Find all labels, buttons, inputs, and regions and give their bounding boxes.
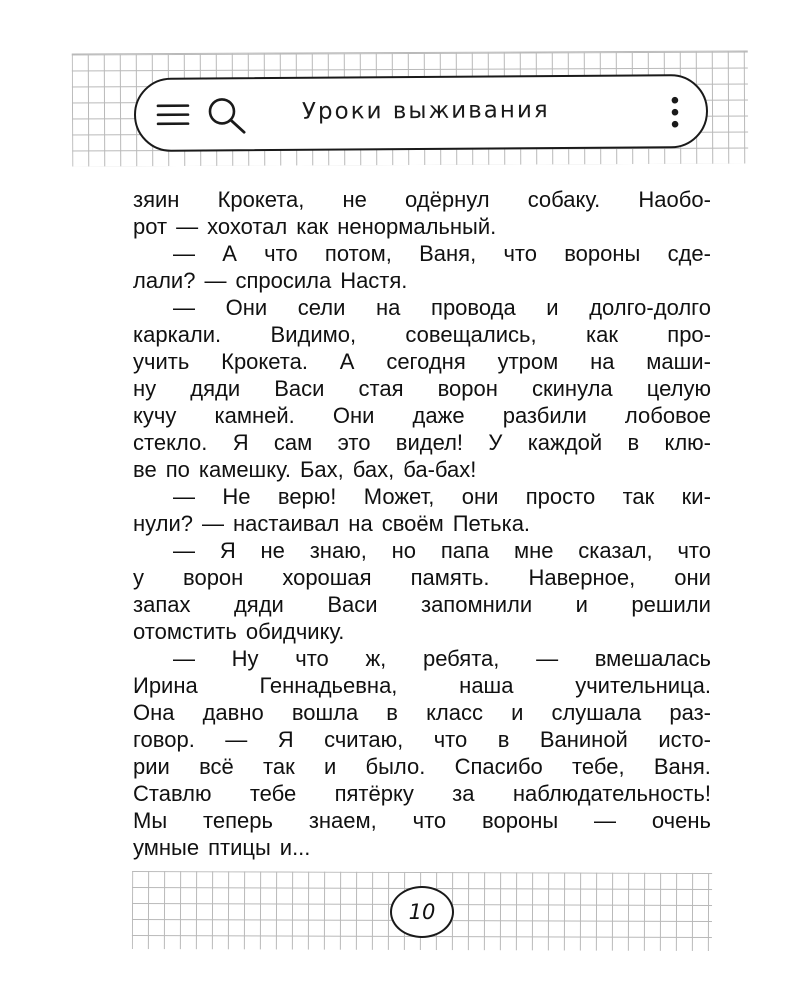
text-line	[133, 807, 711, 834]
word: ненормальный.	[337, 214, 497, 239]
text-line	[133, 213, 711, 240]
word: спросила	[235, 268, 332, 293]
page-number: 10	[408, 900, 436, 924]
word: Я	[232, 430, 249, 455]
word: Она	[133, 700, 175, 725]
word: ворон	[183, 565, 244, 590]
word: ребята,	[422, 646, 500, 671]
word: ж,	[365, 646, 387, 671]
word: —	[594, 808, 617, 833]
word: вошла	[291, 700, 359, 725]
word: лобовое	[624, 403, 711, 428]
word: что	[412, 808, 447, 833]
word: сказал,	[578, 538, 653, 563]
word: ну	[133, 376, 157, 401]
word: клю-	[664, 430, 711, 455]
word: тебе	[249, 781, 297, 806]
word: вороны	[482, 808, 559, 833]
word: они	[461, 484, 499, 509]
word: вмешалась	[594, 646, 711, 671]
word: ки-	[681, 484, 711, 509]
word: у	[133, 565, 144, 590]
word: учить	[133, 349, 190, 374]
word: одёрнул	[405, 187, 490, 212]
word: что	[503, 241, 537, 266]
word: камней.	[214, 403, 295, 428]
word: Видимо,	[270, 322, 357, 347]
word: дяди	[190, 376, 241, 401]
word: У	[488, 430, 503, 455]
word: рот	[133, 214, 168, 239]
word: —	[173, 241, 195, 266]
word: говор.	[133, 727, 195, 752]
word: рии	[133, 754, 170, 779]
word: бах,	[352, 457, 395, 482]
word: Васи	[274, 376, 325, 401]
word: за	[452, 781, 475, 806]
word: собаку.	[527, 187, 601, 212]
word: —	[173, 295, 195, 320]
word: и	[546, 295, 559, 320]
word: на	[590, 349, 615, 374]
text-line	[133, 321, 711, 348]
word: скинула	[532, 376, 613, 401]
word: и...	[279, 835, 311, 860]
word: Наверное,	[528, 565, 636, 590]
word: просто	[525, 484, 596, 509]
text-line	[133, 267, 711, 294]
text-line	[133, 240, 711, 267]
word: стая	[358, 376, 404, 401]
word: —	[173, 538, 195, 563]
word: не	[342, 187, 367, 212]
text-line	[133, 510, 711, 537]
word: Настя.	[340, 268, 408, 293]
word: обидчику.	[245, 619, 345, 644]
word: Они	[225, 295, 268, 320]
word: долго-долго	[589, 295, 711, 320]
word: сам	[273, 430, 313, 455]
word: сегодня	[386, 349, 466, 374]
word: —	[225, 727, 248, 752]
text-line	[133, 402, 711, 429]
word: хохотал	[207, 214, 288, 239]
word: про-	[667, 322, 711, 347]
text-line	[133, 375, 711, 402]
word: слушала	[551, 700, 642, 725]
text-line	[133, 294, 711, 321]
word: Ваня,	[419, 241, 477, 266]
word: —	[536, 646, 559, 671]
word: мне	[513, 538, 554, 563]
word: дяди	[233, 592, 284, 617]
word: как	[585, 322, 618, 347]
word: Геннадьевна,	[259, 673, 398, 698]
text-line	[133, 186, 711, 213]
text-line	[133, 429, 711, 456]
word: —	[176, 214, 199, 239]
word: отомстить	[133, 619, 237, 644]
word: ве	[133, 457, 157, 482]
word: тебе,	[572, 754, 625, 779]
word: по	[165, 457, 190, 482]
word: Ирина	[133, 673, 198, 698]
word: что	[433, 727, 468, 752]
word: птицы	[208, 835, 271, 860]
word: учительница.	[575, 673, 711, 698]
header-title: Уроки выживания	[301, 97, 550, 125]
word: ворон	[437, 376, 498, 401]
word: —	[204, 268, 227, 293]
page-number-badge	[390, 886, 454, 938]
word: было.	[365, 754, 426, 779]
word: утром	[497, 349, 559, 374]
word: Ваниной	[539, 727, 628, 752]
word: Я	[219, 538, 236, 563]
word: Мы	[133, 808, 168, 833]
word: провода	[431, 295, 516, 320]
word: целую	[646, 376, 711, 401]
word: раз-	[669, 700, 711, 725]
text-line	[133, 537, 711, 564]
text-line	[133, 483, 711, 510]
word: Ну	[231, 646, 259, 671]
word: на	[348, 511, 373, 536]
word: запах	[133, 592, 191, 617]
word: и	[575, 592, 588, 617]
word: пятёрку	[334, 781, 414, 806]
word: вороны	[564, 241, 641, 266]
text-line	[133, 780, 711, 807]
word: на	[376, 295, 401, 320]
word: стекло.	[133, 430, 208, 455]
word: что	[677, 538, 711, 563]
text-line	[133, 672, 711, 699]
word: Петька.	[452, 511, 531, 536]
word: —	[173, 646, 195, 671]
word: наблюдательность!	[512, 781, 711, 806]
text-line	[133, 456, 711, 483]
word: лали?	[133, 268, 196, 293]
word: камешку.	[198, 457, 291, 482]
word: в	[497, 727, 510, 752]
word: очень	[651, 808, 711, 833]
word: своём	[381, 511, 444, 536]
word: давно	[202, 700, 264, 725]
word: каркали.	[133, 322, 222, 347]
word: А	[339, 349, 355, 374]
word: кучу	[133, 403, 177, 428]
word: А	[222, 241, 237, 266]
word: теперь	[203, 808, 273, 833]
word: Ставлю	[133, 781, 212, 806]
word: —	[202, 511, 225, 536]
word: верю!	[277, 484, 337, 509]
word: даже	[412, 403, 465, 428]
text-line	[133, 564, 711, 591]
text-line	[133, 348, 711, 375]
text-line	[133, 618, 711, 645]
word: и	[511, 700, 524, 725]
story-text	[133, 186, 711, 861]
search-bar[interactable]	[134, 74, 709, 152]
word: наша	[459, 673, 514, 698]
word: нули?	[133, 511, 194, 536]
word: Спасибо	[454, 754, 543, 779]
word: но	[391, 538, 417, 563]
text-line	[133, 753, 711, 780]
word: считаю,	[324, 727, 404, 752]
word: Бах,	[299, 457, 344, 482]
word: и	[323, 754, 337, 779]
word: совещались,	[405, 322, 537, 347]
text-line	[133, 834, 711, 861]
word: в	[627, 430, 640, 455]
word: —	[173, 484, 195, 509]
word: Может,	[363, 484, 435, 509]
word: потом,	[324, 241, 392, 266]
word: как	[296, 214, 329, 239]
word: Они	[332, 403, 375, 428]
word: Крокета.	[221, 349, 308, 374]
word: Васи	[327, 592, 378, 617]
word: Ваня.	[653, 754, 711, 779]
word: хорошая	[282, 565, 372, 590]
word: маши-	[646, 349, 711, 374]
text-line	[133, 645, 711, 672]
word: запомнили	[420, 592, 533, 617]
word: каждой	[527, 430, 603, 455]
word: Не	[222, 484, 251, 509]
word: не	[260, 538, 285, 563]
word: настаивал	[233, 511, 340, 536]
hamburger-menu-icon[interactable]	[156, 102, 190, 128]
text-line	[133, 726, 711, 753]
word: папа	[440, 538, 490, 563]
word: Наобо-	[638, 187, 711, 212]
kebab-menu-icon[interactable]	[670, 96, 680, 128]
word: так	[622, 484, 655, 509]
word: умные	[133, 835, 200, 860]
word: так	[263, 754, 295, 779]
word: разбили	[502, 403, 587, 428]
word: сели	[297, 295, 346, 320]
word: Я	[277, 727, 294, 752]
word: Крокета,	[217, 187, 305, 212]
search-icon[interactable]	[206, 95, 248, 135]
word: это	[337, 430, 371, 455]
word: знаем,	[308, 808, 377, 833]
word: они	[674, 565, 711, 590]
word: класс	[426, 700, 484, 725]
word: исто-	[658, 727, 711, 752]
word: зяин	[133, 187, 180, 212]
text-line	[133, 591, 711, 618]
word: память.	[410, 565, 490, 590]
word: решили	[631, 592, 711, 617]
word: что	[295, 646, 329, 671]
word: сде-	[667, 241, 711, 266]
word: что	[264, 241, 298, 266]
word: в	[386, 700, 398, 725]
word: знаю,	[309, 538, 367, 563]
word: видел!	[395, 430, 464, 455]
word: всё	[199, 754, 234, 779]
word: ба-бах!	[403, 457, 477, 482]
text-line	[133, 699, 711, 726]
